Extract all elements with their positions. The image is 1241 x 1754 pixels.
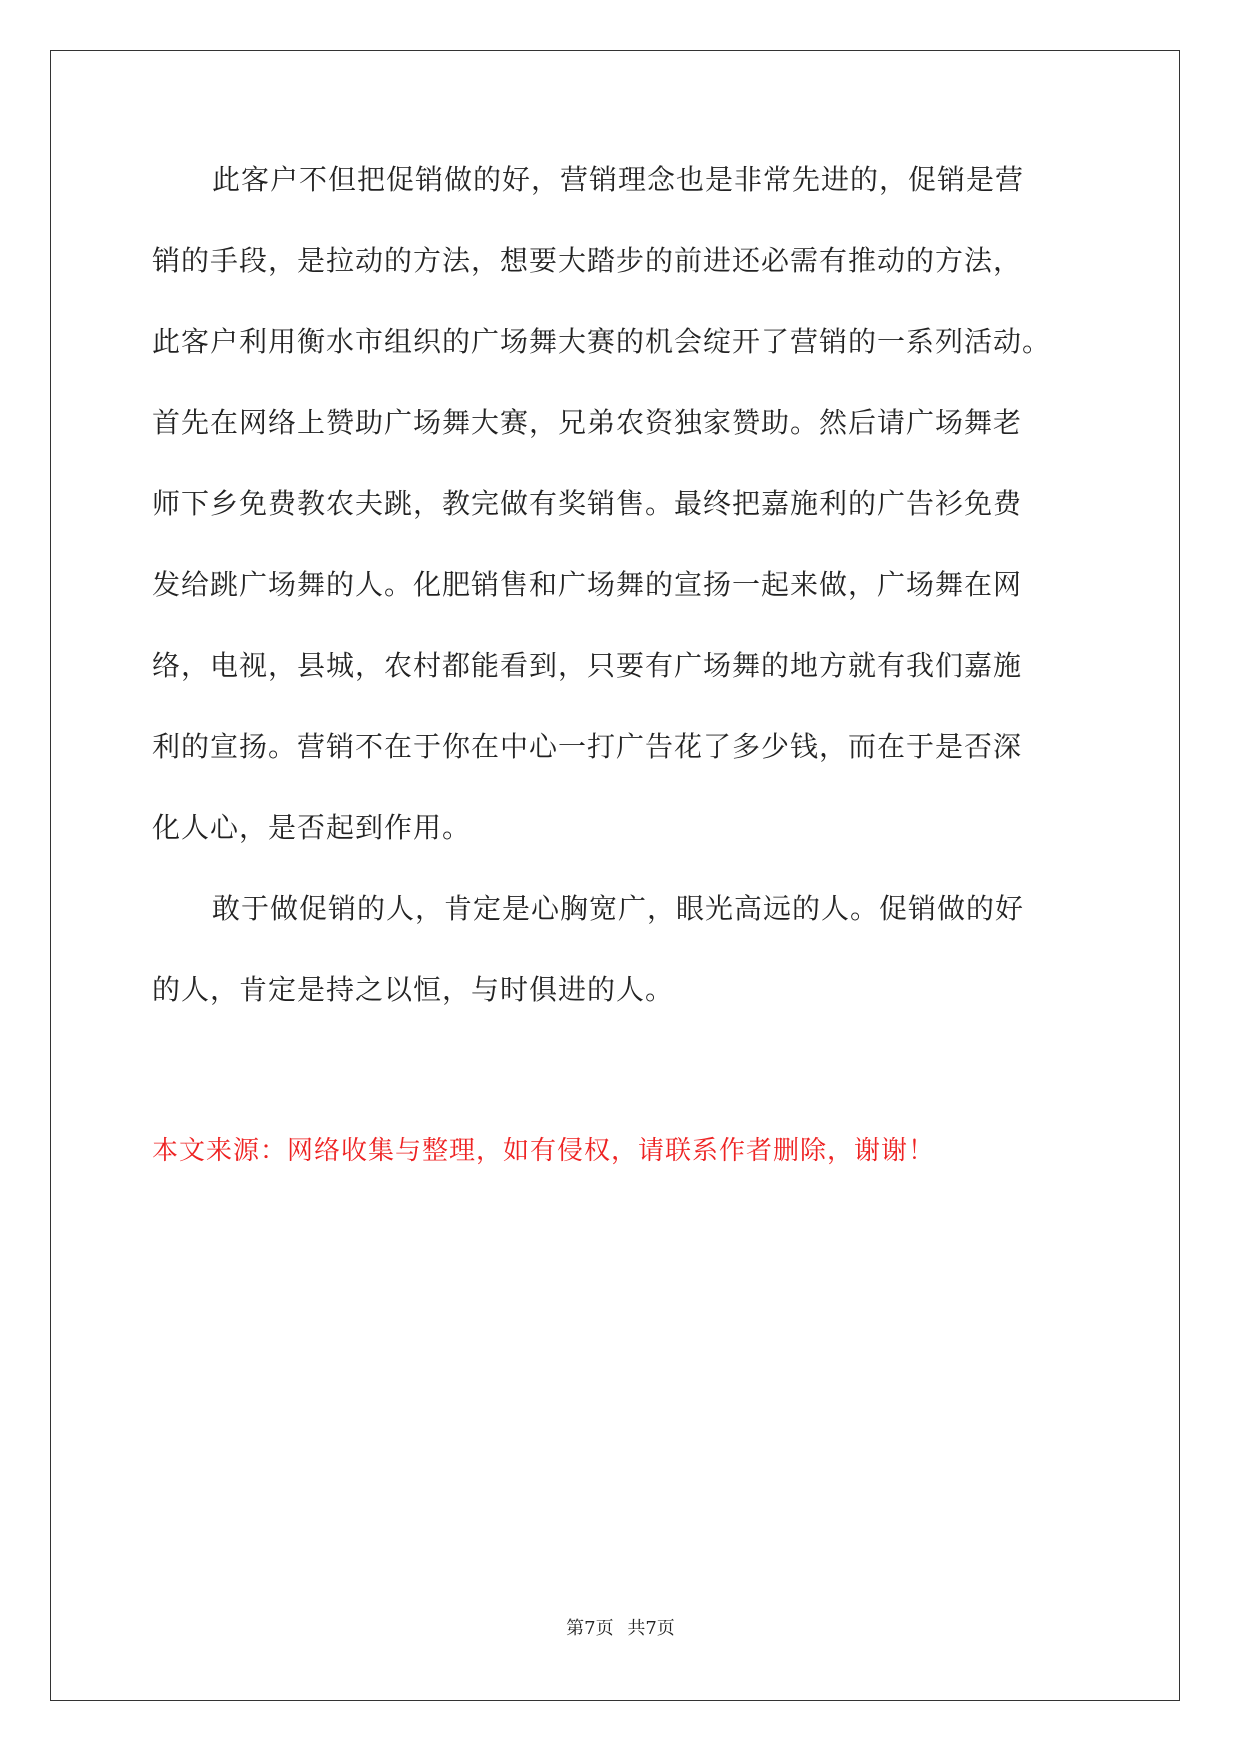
paragraph-1-line-5: 师下乡免费教农夫跳，教完做有奖销售。最终把嘉施利的广告衫免费	[152, 487, 1023, 520]
page-footer	[0, 1614, 1241, 1640]
paragraph-1-line-3: 此客户利用衡水市组织的广场舞大赛的机会绽开了营销的一系列活动。	[152, 325, 1052, 358]
paragraph-1-line-1: 此客户不但把促销做的好，营销理念也是非常先进的，促销是营	[212, 163, 1025, 196]
total-pages: 共7页	[627, 1618, 675, 1639]
paragraph-1-line-4: 首先在网络上赞助广场舞大赛，兄弟农资独家赞助。然后请广场舞老	[152, 406, 1023, 439]
paragraph-1-line-6: 发给跳广场舞的人。化肥销售和广场舞的宣扬一起来做，广场舞在网	[152, 568, 1023, 601]
document-body	[152, 163, 1097, 1057]
paragraph-2-line-1: 敢于做促销的人，肯定是心胸宽广，眼光高远的人。促销做的好	[212, 892, 1025, 925]
paragraph-1-line-8: 利的宣扬。营销不在于你在中心一打广告花了多少钱，而在于是否深	[152, 730, 1023, 763]
source-note: 本文来源：网络收集与整理，如有侵权，请联系作者删除，谢谢！	[152, 1136, 936, 1166]
paragraph-1-line-7: 络，电视，县城，农村都能看到，只要有广场舞的地方就有我们嘉施	[152, 649, 1023, 682]
paragraph-2-line-2: 的人，肯定是持之以恒，与时俱进的人。	[152, 973, 675, 1006]
paragraph-1-line-9: 化人心，是否起到作用。	[152, 811, 472, 844]
current-page-number: 第7页	[566, 1618, 614, 1639]
paragraph-1-line-2: 销的手段，是拉动的方法，想要大踏步的前进还必需有推动的方法，	[152, 244, 1023, 277]
